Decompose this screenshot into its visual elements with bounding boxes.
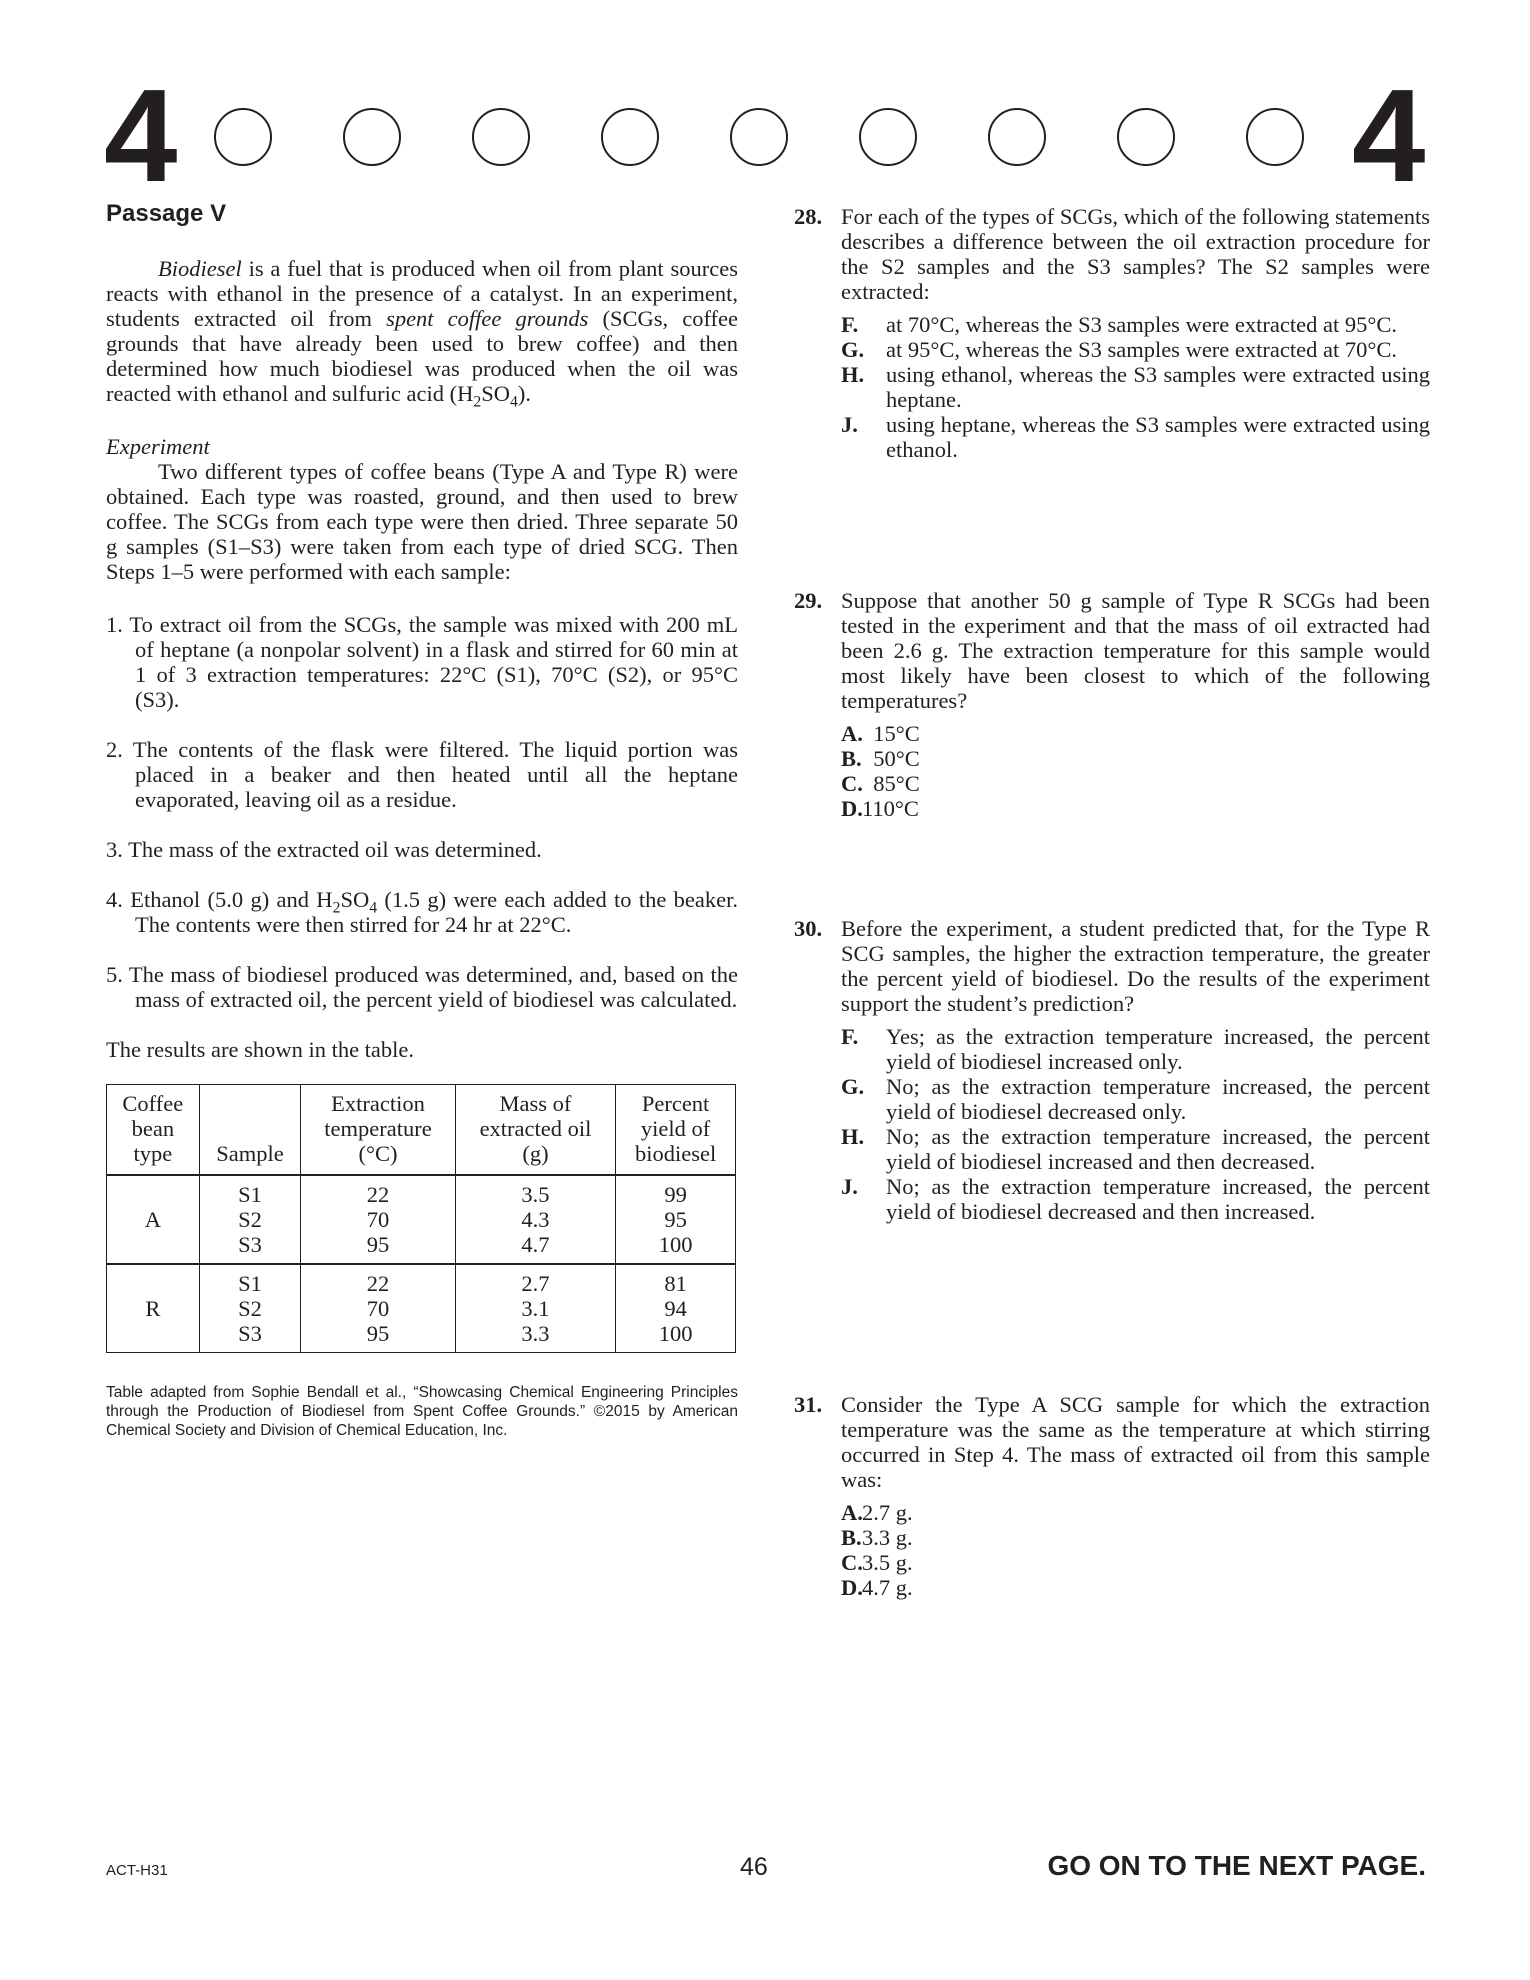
circle-icon bbox=[1246, 108, 1304, 166]
circle-icon bbox=[730, 108, 788, 166]
sample-cell: S1 S2 S3 bbox=[199, 1175, 301, 1264]
passage-title: Passage V bbox=[106, 200, 227, 227]
procedure-steps bbox=[106, 612, 738, 1012]
question-30 bbox=[794, 916, 1430, 1224]
answer-choice[interactable]: A. 2.7 g. bbox=[841, 1500, 913, 1525]
next-page-notice: GO ON TO THE NEXT PAGE. bbox=[1047, 1850, 1426, 1881]
answer-choice[interactable]: A. 15°C bbox=[841, 721, 920, 746]
answer-choice[interactable]: G. No; as the extraction temperature increased, the percent yield of biodiesel decreased only. bbox=[841, 1074, 1430, 1124]
experiment-heading: Experiment bbox=[106, 434, 210, 459]
header-circle-row bbox=[214, 108, 1304, 166]
results-table bbox=[106, 1084, 736, 1353]
form-code: ACT-H31 bbox=[106, 1862, 168, 1879]
circle-icon bbox=[343, 108, 401, 166]
answer-choices bbox=[794, 721, 1430, 821]
question-stem: 31. Consider the Type A SCG sample for which the extraction temperature was the same as the temperature at which stirring occurred in Step 4. The mass of extracted oil from this sample was: bbox=[794, 1392, 1430, 1492]
table-header: Sample bbox=[199, 1085, 301, 1176]
answer-choice[interactable]: J. using heptane, whereas the S3 samples were extracted using ethanol. bbox=[841, 412, 1430, 462]
mass-cell: 2.7 3.1 3.3 bbox=[455, 1264, 615, 1353]
question-28 bbox=[794, 204, 1430, 462]
circle-icon bbox=[1117, 108, 1175, 166]
table-header: Extraction temperature (°C) bbox=[301, 1085, 456, 1176]
answer-choice[interactable]: H. No; as the extraction temperature increased, the percent yield of biodiesel increased and then decreased. bbox=[841, 1124, 1430, 1174]
circle-icon bbox=[601, 108, 659, 166]
answer-choice[interactable]: H. using ethanol, whereas the S3 samples were extracted using heptane. bbox=[841, 362, 1430, 412]
step-item: 5. The mass of biodiesel produced was determined, and, based on the mass of extracted oil, the percent yield of biodiesel was calculated. bbox=[106, 962, 738, 1012]
table-row bbox=[107, 1264, 736, 1353]
answer-choice[interactable]: D. 110°C bbox=[841, 796, 919, 821]
circle-icon bbox=[859, 108, 917, 166]
bean-type-cell: R bbox=[107, 1264, 200, 1353]
answer-choices bbox=[794, 312, 1430, 462]
answer-choice[interactable]: G. at 95°C, whereas the S3 samples were extracted at 70°C. bbox=[841, 337, 1397, 362]
question-stem: 28. For each of the types of SCGs, which of the following statements describes a difference between the oil extraction procedure for the S2 samples and the S3 samples? The S2 samples were extracted: bbox=[794, 204, 1430, 304]
bean-type-cell: A bbox=[107, 1175, 200, 1264]
question-stem: 30. Before the experiment, a student predicted that, for the Type R SCG samples, the higher the extraction temperature, the greater the percent yield of biodiesel. Do the results of the experiment support the student’s prediction? bbox=[794, 916, 1430, 1016]
question-number: 31. bbox=[794, 1392, 823, 1417]
table-credit: Table adapted from Sophie Bendall et al., “Showcasing Chemical Engineering Principles through the Production of Biodiesel from Spent Coffee Grounds.” ©2015 by American Chemical Society and Division of Chemical Education, Inc. bbox=[106, 1384, 738, 1439]
question-number: 30. bbox=[794, 916, 823, 941]
section-number-left: 4 bbox=[104, 62, 178, 209]
temperature-cell: 22 70 95 bbox=[301, 1264, 456, 1353]
table-header: Percent yield of biodiesel bbox=[616, 1085, 736, 1176]
results-intro: The results are shown in the table. bbox=[106, 1037, 415, 1062]
circle-icon bbox=[988, 108, 1046, 166]
sample-cell: S1 S2 S3 bbox=[199, 1264, 301, 1353]
section-number-right: 4 bbox=[1352, 62, 1426, 209]
circle-icon bbox=[472, 108, 530, 166]
question-31 bbox=[794, 1392, 1430, 1600]
temperature-cell: 22 70 95 bbox=[301, 1175, 456, 1264]
answer-choice[interactable]: J. No; as the extraction temperature increased, the percent yield of biodiesel decreased and then increased. bbox=[841, 1174, 1430, 1224]
yield-cell: 81 94 100 bbox=[616, 1264, 736, 1353]
question-number: 28. bbox=[794, 204, 823, 229]
answer-choice[interactable]: F. Yes; as the extraction temperature increased, the percent yield of biodiesel increased only. bbox=[841, 1024, 1430, 1074]
table-header: Mass of extracted oil (g) bbox=[455, 1085, 615, 1176]
answer-choice[interactable]: F. at 70°C, whereas the S3 samples were extracted at 95°C. bbox=[841, 312, 1397, 337]
answer-choices bbox=[794, 1500, 1430, 1600]
table-row bbox=[107, 1175, 736, 1264]
mass-cell: 3.5 4.3 4.7 bbox=[455, 1175, 615, 1264]
answer-choice[interactable]: C. 85°C bbox=[841, 771, 920, 796]
answer-choice[interactable]: D. 4.7 g. bbox=[841, 1575, 913, 1600]
passage-column bbox=[106, 200, 738, 1456]
step-item: 3. The mass of the extracted oil was determined. bbox=[106, 837, 542, 862]
answer-choice[interactable]: B. 50°C bbox=[841, 746, 920, 771]
experiment-text: Two different types of coffee beans (Type A and Type R) were obtained. Each type was roasted, ground, and then used to brew coffee. The SCGs from each type were then dried. Three separate 50 g samples (S1–S3) were taken from each type of dried SCG. Then Steps 1–5 were performed with each sample: bbox=[106, 459, 738, 584]
step-item: 2. The contents of the flask were filtered. The liquid portion was placed in a beaker and then heated until all the heptane evaporated, leaving oil as a residue. bbox=[106, 737, 738, 812]
yield-cell: 99 95 100 bbox=[616, 1175, 736, 1264]
step-item: 4. Ethanol (5.0 g) and $H_2SO_4$ (1.5 g) were each added to the beaker. The contents were then stirred for 24 hr at 22°C. bbox=[106, 887, 738, 937]
circle-icon bbox=[214, 108, 272, 166]
page-number: 46 bbox=[740, 1853, 768, 1881]
answer-choices bbox=[794, 1024, 1430, 1224]
question-29 bbox=[794, 588, 1430, 821]
answer-choice[interactable]: B. 3.3 g. bbox=[841, 1525, 913, 1550]
table-header: Coffee bean type bbox=[107, 1085, 200, 1176]
passage-intro: Biodiesel is a fuel that is produced when oil from plant sources reacts with ethanol in the presence of a catalyst. In an experiment, students extracted oil from spent coffee grounds (SCGs, coffee grounds that have already been used to brew coffee) and then determined how much biodiesel was produced when the oil was reacted with ethanol and sulfuric acid $(H_2SO_4)$. bbox=[106, 256, 739, 411]
answer-choice[interactable]: C. 3.5 g. bbox=[841, 1550, 913, 1575]
question-number: 29. bbox=[794, 588, 823, 613]
step-item: 1. To extract oil from the SCGs, the sample was mixed with 200 mL of heptane (a nonpolar solvent) in a flask and stirred for 60 min at 1 of 3 extraction temperatures: 22°C (S1), 70°C (S2), or 95°C (S3). bbox=[106, 612, 738, 712]
question-stem: 29. Suppose that another 50 g sample of Type R SCGs had been tested in the experiment and that the mass of oil extracted had been 2.6 g. The extraction temperature for this sample would most likely have been closest to which of the following temperatures? bbox=[794, 588, 1430, 713]
